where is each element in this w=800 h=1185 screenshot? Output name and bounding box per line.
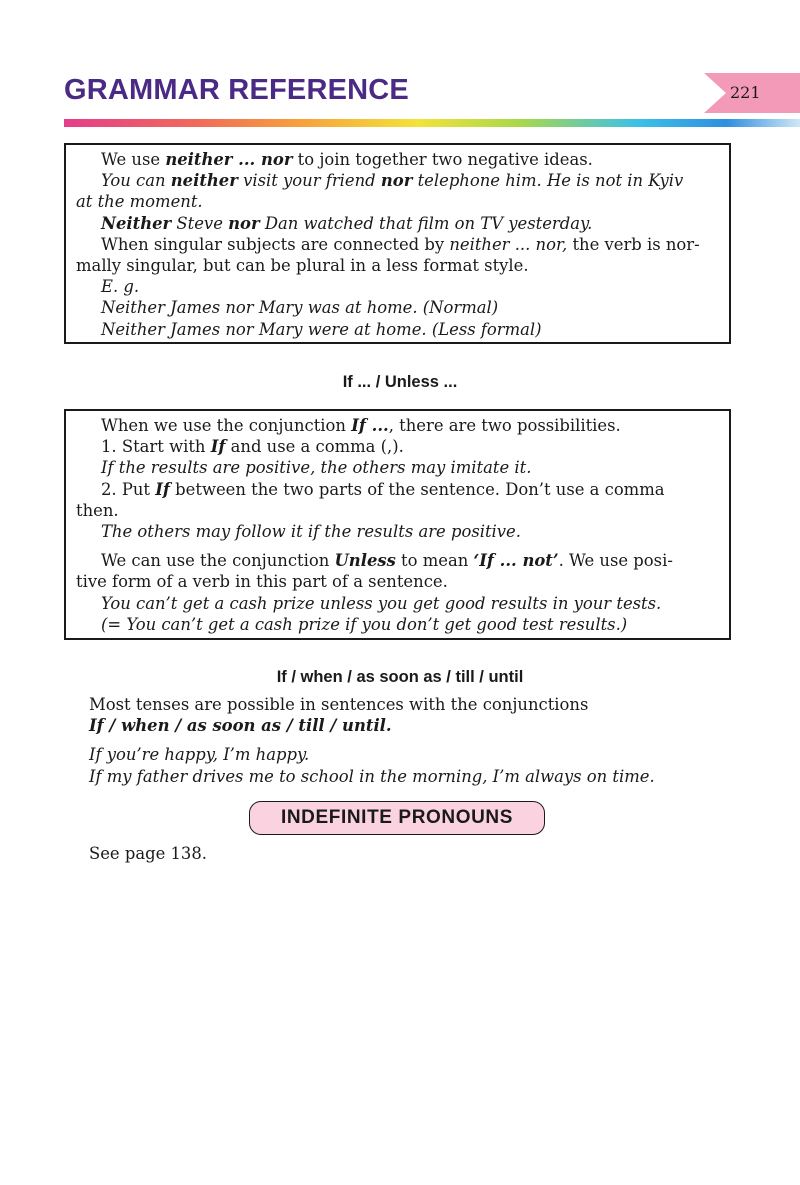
neither-nor-box bbox=[64, 143, 731, 344]
conjunctions-text bbox=[89, 694, 749, 787]
indefinite-pronouns-heading: INDEFINITE PRONOUNS bbox=[249, 801, 545, 835]
section-heading-if-unless: If ... / Unless ... bbox=[342, 373, 458, 391]
if-unless-box bbox=[64, 409, 731, 640]
rainbow-divider bbox=[64, 119, 800, 127]
text-line: 1. Start with If and use a comma (,). bbox=[101, 437, 404, 457]
text-line: We use neither ... nor to join together two negative ideas. bbox=[101, 150, 593, 169]
text-line: 2. Put If between the two parts of the sentence. Don’t use a comma bbox=[101, 479, 665, 499]
section-heading-conjunctions: If / when / as soon as / till / until bbox=[276, 668, 524, 686]
text-line: then. bbox=[76, 500, 119, 520]
page-number: 221 bbox=[730, 83, 761, 102]
example-line: at the moment. bbox=[76, 192, 203, 212]
example-line: You can neither visit your friend nor telephone him. He is not in Kyiv bbox=[101, 171, 684, 191]
text-line: When we use the conjunction If ..., there are two possibilities. bbox=[101, 416, 621, 435]
text-line: tive form of a verb in this part of a sentence. bbox=[76, 572, 448, 592]
example-line: Neither James nor Mary was at home. (Normal) bbox=[101, 298, 499, 318]
see-page-reference: See page 138. bbox=[89, 844, 207, 863]
example-label: E. g. bbox=[101, 277, 140, 297]
example-line: If my father drives me to school in the morning, I’m always on time. bbox=[89, 766, 655, 786]
example-line: Neither James nor Mary were at home. (Less formal) bbox=[101, 319, 542, 339]
example-line: The others may follow it if the results are positive. bbox=[101, 522, 521, 542]
page-title: GRAMMAR REFERENCE bbox=[64, 74, 409, 106]
text-line: We can use the conjunction Unless to mean ‘If ... not’. We use posi- bbox=[101, 551, 673, 571]
example-line: Neither Steve nor Dan watched that film on TV yesterday. bbox=[101, 213, 593, 233]
text-line: When singular subjects are connected by neither ... nor, the verb is nor- bbox=[101, 234, 700, 254]
conjunction-list: If / when / as soon as / till / until. bbox=[89, 716, 392, 736]
example-line: (= You can’t get a cash prize if you don’t get good test results.) bbox=[101, 614, 628, 634]
example-line: If you’re happy, I’m happy. bbox=[89, 745, 310, 765]
text-line: Most tenses are possible in sentences with the conjunctions bbox=[89, 695, 589, 714]
text-line: mally singular, but can be plural in a less format style. bbox=[76, 256, 529, 276]
example-line: You can’t get a cash prize unless you get good results in your tests. bbox=[101, 593, 662, 613]
example-line: If the results are positive, the others may imitate it. bbox=[101, 458, 532, 478]
